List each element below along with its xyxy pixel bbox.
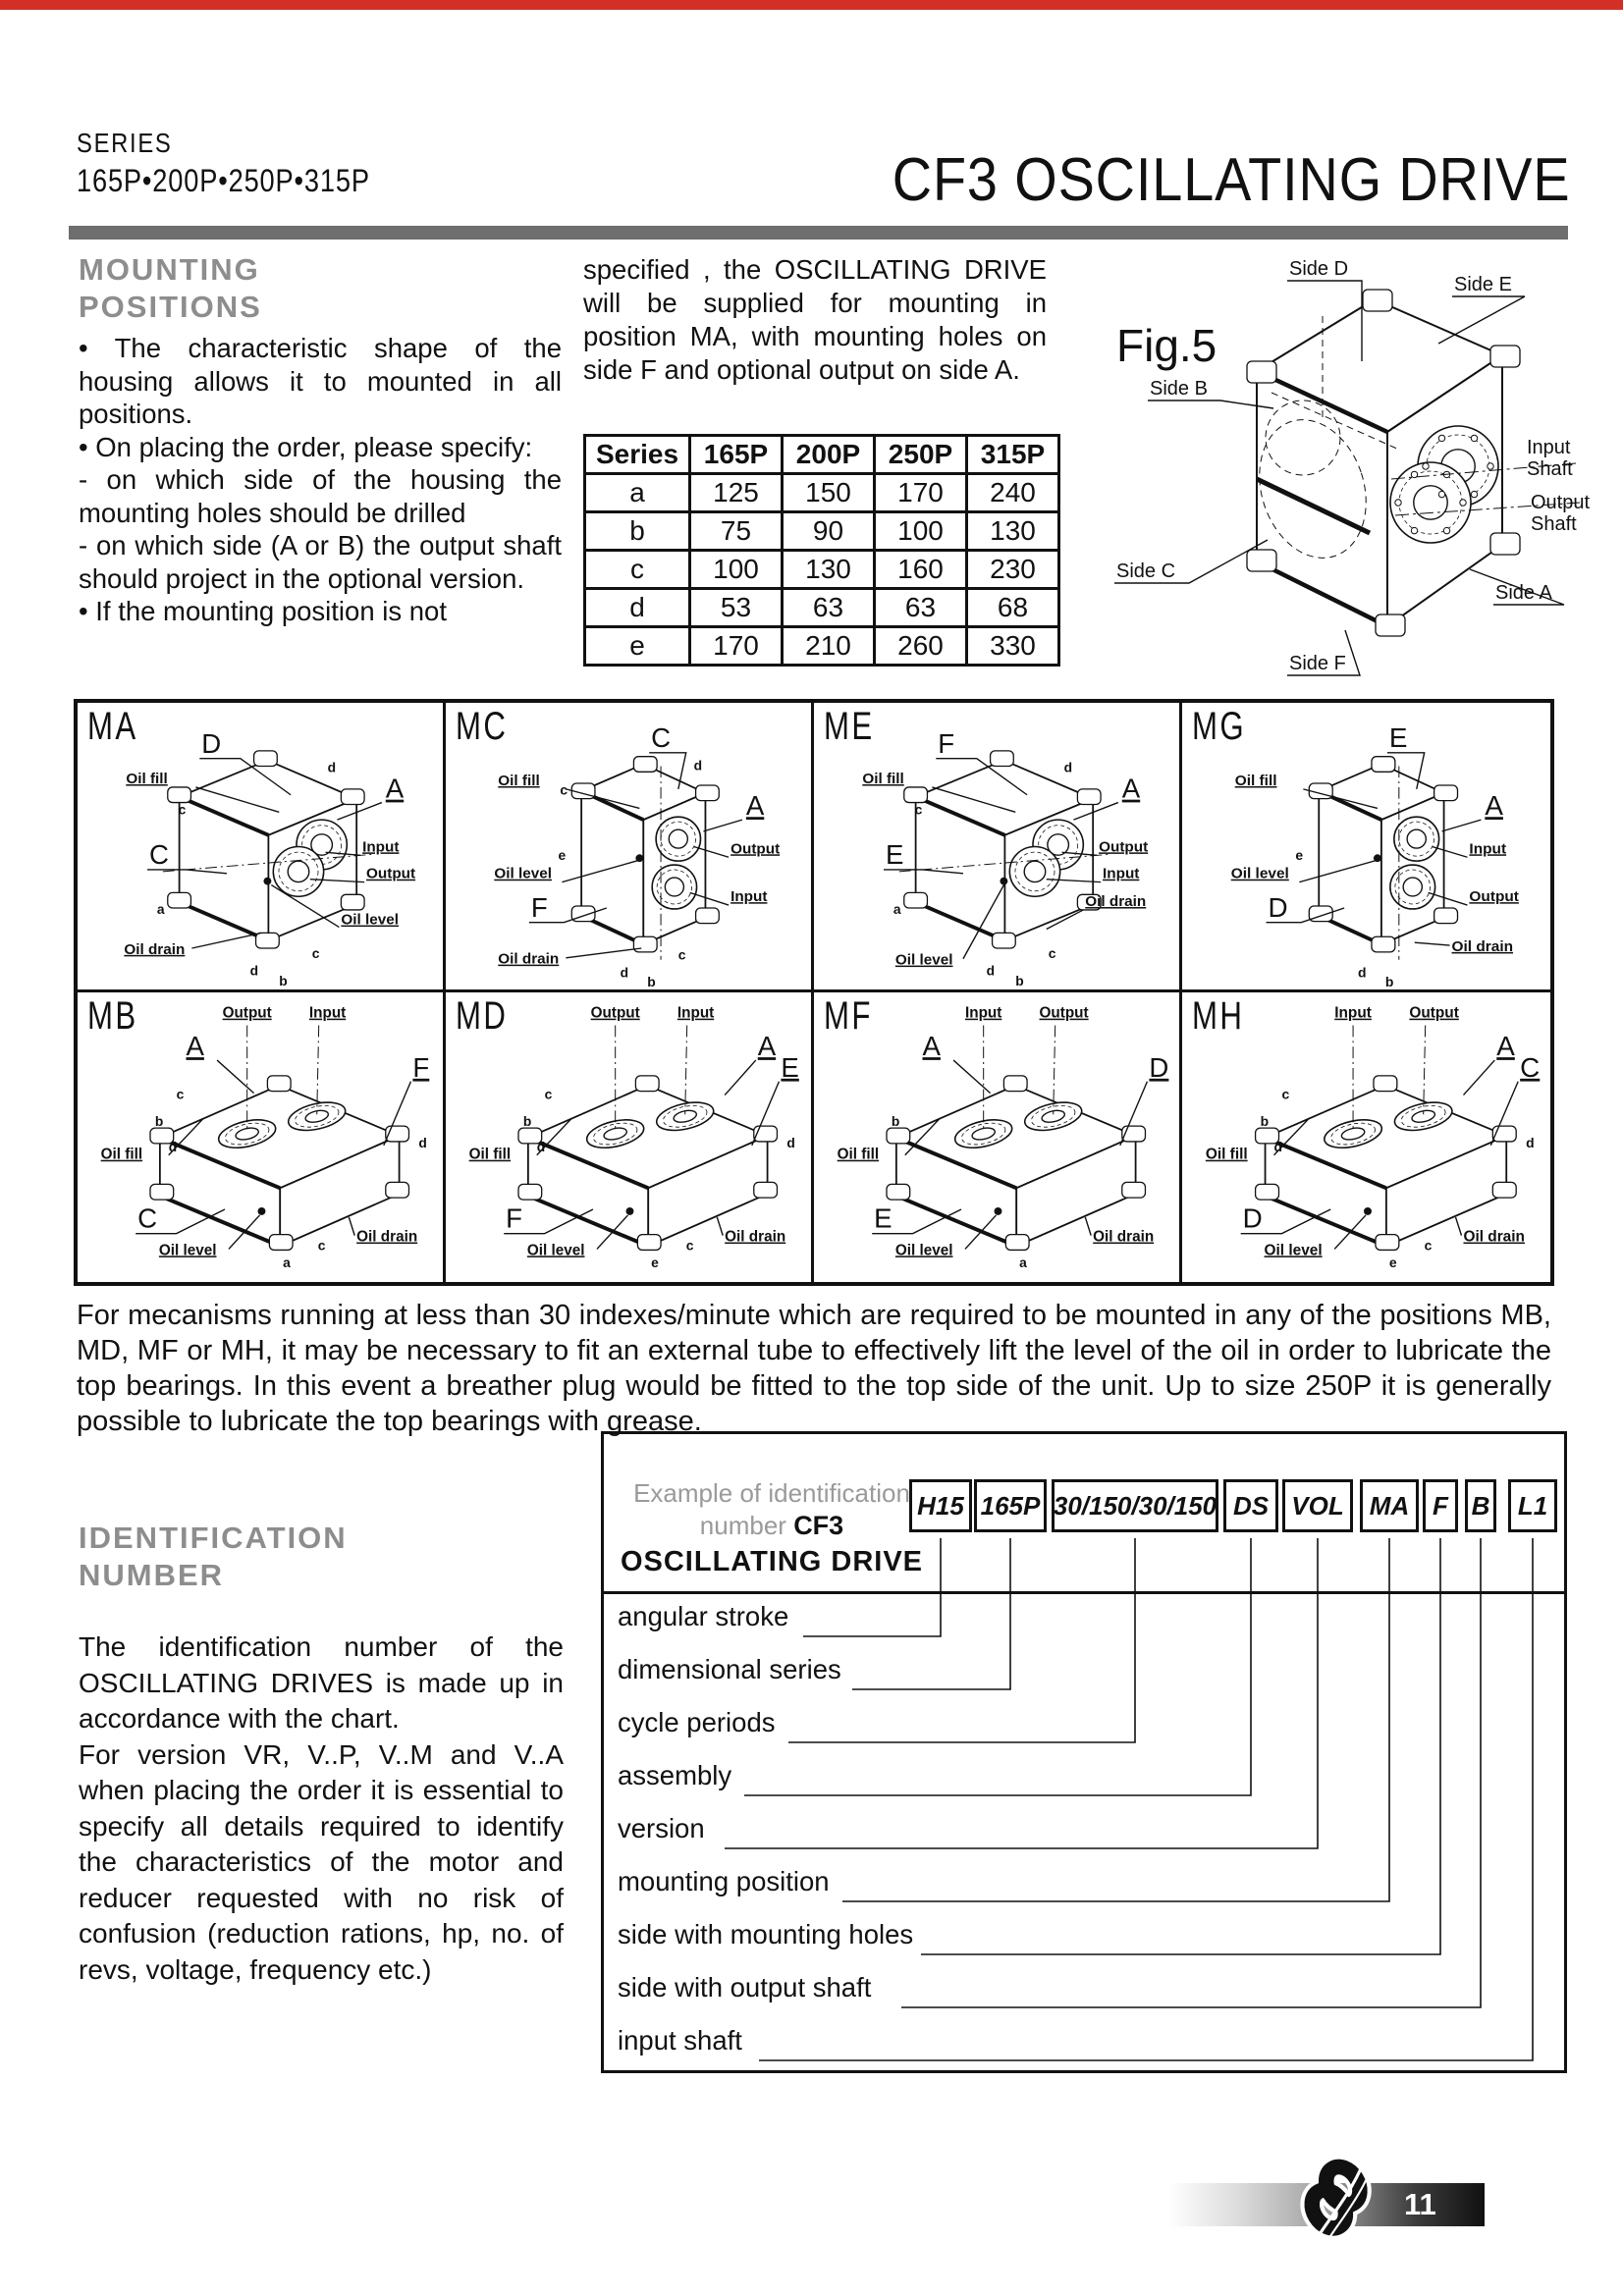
svg-text:Oil drain: Oil drain bbox=[356, 1228, 418, 1246]
table-row bbox=[585, 589, 1059, 627]
svg-text:Oil fill: Oil fill bbox=[1234, 773, 1277, 789]
bullet-item: • The characteristic shape of the housing allows it to mounted in all positions. bbox=[79, 333, 562, 429]
cell-value: 330 bbox=[967, 627, 1059, 666]
svg-text:Output: Output bbox=[1409, 1004, 1459, 1022]
col-header-315p: 315P bbox=[967, 436, 1059, 474]
code-box-output-shaft-side: B bbox=[1465, 1479, 1496, 1532]
field-mounting-holes-side: side with mounting holes bbox=[618, 1919, 914, 1949]
identification-body bbox=[79, 1629, 564, 1988]
svg-text:A: A bbox=[385, 773, 405, 804]
series-label-text: SERIES bbox=[77, 128, 173, 158]
series-models bbox=[77, 163, 422, 199]
mounting-position-cell-MC bbox=[446, 703, 814, 992]
svg-text:Oil fill: Oil fill bbox=[126, 771, 168, 788]
svg-text:F: F bbox=[530, 891, 548, 923]
svg-text:A: A bbox=[1121, 773, 1141, 804]
svg-text:Oil level: Oil level bbox=[341, 911, 400, 929]
svg-text:Input: Input bbox=[1334, 1004, 1372, 1022]
cell-title-MF: MF bbox=[824, 994, 873, 1038]
svg-text:Oil level: Oil level bbox=[894, 951, 953, 969]
svg-text:d: d bbox=[986, 963, 996, 979]
svg-text:Oil drain: Oil drain bbox=[1093, 1228, 1155, 1246]
example-label-block bbox=[610, 1477, 934, 1581]
svg-text:Output: Output bbox=[1469, 888, 1519, 906]
ident-heading-line1: IDENTIFICATION bbox=[79, 1521, 348, 1555]
svg-text:a: a bbox=[283, 1255, 291, 1271]
svg-text:Input: Input bbox=[1527, 437, 1571, 458]
cell-value: 170 bbox=[875, 474, 967, 512]
svg-text:Side F: Side F bbox=[1289, 653, 1346, 674]
svg-text:c: c bbox=[677, 947, 686, 963]
brand-logo-icon bbox=[1276, 2150, 1398, 2246]
svg-text:Shaft: Shaft bbox=[1531, 513, 1577, 535]
cell-value: 90 bbox=[783, 512, 875, 551]
field-assembly: assembly bbox=[618, 1760, 732, 1790]
svg-text:d: d bbox=[1358, 965, 1367, 981]
svg-text:C: C bbox=[137, 1202, 158, 1234]
svg-text:d: d bbox=[327, 760, 337, 775]
svg-text:a: a bbox=[1019, 1255, 1027, 1271]
svg-text:Shaft: Shaft bbox=[1527, 458, 1573, 480]
svg-text:A: A bbox=[1496, 1031, 1515, 1062]
cell-value: 240 bbox=[967, 474, 1059, 512]
col-header-165p: 165P bbox=[690, 436, 783, 474]
svg-text:d: d bbox=[418, 1134, 427, 1150]
cell-value: 63 bbox=[783, 589, 875, 627]
bullet-item: - on which side of the housing the mounting holes should be drilled bbox=[79, 464, 562, 528]
cell-title-MC: MC bbox=[456, 705, 509, 748]
svg-text:Input: Input bbox=[965, 1004, 1002, 1022]
svg-text:Oil level: Oil level bbox=[158, 1242, 217, 1259]
svg-text:Side D: Side D bbox=[1289, 258, 1349, 280]
cell-value: 130 bbox=[967, 512, 1059, 551]
field-input-shaft: input shaft bbox=[618, 2025, 742, 2056]
svg-text:d: d bbox=[693, 758, 703, 774]
col-header-200p: 200P bbox=[783, 436, 875, 474]
cell-value: 100 bbox=[875, 512, 967, 551]
row-label: b bbox=[585, 512, 690, 551]
cell-title-MA: MA bbox=[87, 705, 138, 748]
mounting-position-cell-MH bbox=[1182, 992, 1550, 1282]
fig5-svg bbox=[1065, 245, 1620, 692]
svg-text:d: d bbox=[620, 965, 629, 981]
cell-value: 100 bbox=[690, 551, 783, 589]
field-angular-stroke: angular stroke bbox=[618, 1601, 789, 1631]
svg-text:c: c bbox=[560, 782, 568, 798]
cell-value: 150 bbox=[783, 474, 875, 512]
svg-text:Input: Input bbox=[676, 1004, 715, 1022]
svg-text:c: c bbox=[1281, 1086, 1290, 1102]
svg-text:b: b bbox=[154, 1113, 164, 1130]
table-row bbox=[585, 551, 1059, 589]
cell-value: 53 bbox=[690, 589, 783, 627]
svg-text:c: c bbox=[178, 802, 187, 818]
svg-text:E: E bbox=[781, 1051, 799, 1083]
mounting-positions-grid bbox=[74, 699, 1554, 1286]
fig5-housing-drawing bbox=[1065, 245, 1620, 692]
svg-text:d: d bbox=[249, 963, 259, 979]
example-line2 bbox=[610, 1510, 934, 1542]
svg-text:C: C bbox=[1520, 1051, 1541, 1083]
svg-text:a: a bbox=[893, 901, 901, 917]
svg-text:e: e bbox=[651, 1255, 659, 1271]
svg-text:Oil fill: Oil fill bbox=[837, 1146, 880, 1163]
example-number-word: number bbox=[699, 1511, 786, 1540]
mounting-position-cell-MB bbox=[78, 992, 446, 1282]
cell-value: 63 bbox=[875, 589, 967, 627]
cell-title-ME: ME bbox=[824, 705, 875, 748]
table-header-row bbox=[585, 436, 1059, 474]
svg-text:d: d bbox=[1063, 760, 1073, 775]
mounting-bullet-list bbox=[79, 332, 562, 628]
svg-text:D: D bbox=[1242, 1202, 1263, 1234]
cell-value: 160 bbox=[875, 551, 967, 589]
series-models-text: 165P•200P•250P•315P bbox=[77, 163, 370, 198]
svg-text:c: c bbox=[914, 802, 923, 818]
ident-paragraph-2: For version VR, V..P, V..M and V..A when placing the order it is essential to specify all details required to identify the characteristics of the motor and reducer requested with no risk of confusion (reduction rations, hp, no. of revs, voltage, frequency etc.) bbox=[79, 1738, 564, 1985]
svg-text:Output: Output bbox=[222, 1004, 272, 1022]
row-label: c bbox=[585, 551, 690, 589]
page-number: 11 bbox=[1404, 2187, 1436, 2221]
svg-text:A: A bbox=[1485, 790, 1503, 822]
bullet-item: - on which side (A or B) the output shaft should project in the optional version. bbox=[79, 530, 562, 594]
svg-text:Oil drain: Oil drain bbox=[1451, 938, 1514, 955]
svg-text:Oil level: Oil level bbox=[1264, 1242, 1323, 1259]
chart-separator-rule bbox=[604, 1591, 1564, 1594]
svg-text:Output: Output bbox=[1039, 1004, 1089, 1022]
svg-text:Fig.5: Fig.5 bbox=[1116, 320, 1217, 371]
svg-text:A: A bbox=[745, 790, 765, 822]
svg-text:Oil level: Oil level bbox=[894, 1242, 953, 1259]
lubrication-note: For mecanisms running at less than 30 indexes/minute which are required to be mounted in any of the positions MB, MD, MF or MH, it may be necessary to fit an external tube to effectively lift the level of the oil in order to lubricate the top bearings. In this event a breather plug would be fitted to the top side of the unit. Up to size 250P it is generally possible to lubricate the top bearings with grease. bbox=[77, 1300, 1551, 1437]
cell-value: 68 bbox=[967, 589, 1059, 627]
cell-title-MD: MD bbox=[456, 994, 509, 1038]
svg-text:Input: Input bbox=[362, 838, 400, 856]
svg-text:Input: Input bbox=[308, 1004, 347, 1022]
bullet-item: • If the mounting position is not bbox=[79, 596, 447, 626]
mounting-heading-line1: MOUNTING bbox=[79, 252, 260, 287]
svg-text:b: b bbox=[279, 974, 288, 989]
svg-text:c: c bbox=[685, 1237, 694, 1254]
field-version: version bbox=[618, 1813, 705, 1843]
svg-text:b: b bbox=[522, 1113, 532, 1130]
example-line1: Example of identification bbox=[633, 1478, 910, 1508]
svg-text:d: d bbox=[536, 1138, 546, 1154]
svg-text:A: A bbox=[922, 1031, 941, 1062]
svg-text:c: c bbox=[176, 1086, 185, 1102]
svg-text:d: d bbox=[786, 1134, 795, 1150]
cell-value: 170 bbox=[690, 627, 783, 666]
row-label: e bbox=[585, 627, 690, 666]
svg-text:Oil drain: Oil drain bbox=[498, 950, 560, 968]
svg-text:Output: Output bbox=[366, 865, 416, 882]
svg-text:c: c bbox=[317, 1237, 326, 1254]
example-line3: OSCILLATING DRIVE bbox=[620, 1546, 924, 1577]
svg-text:Output: Output bbox=[1099, 838, 1149, 856]
mounting-position-cell-MG bbox=[1182, 703, 1550, 992]
series-label bbox=[77, 128, 189, 159]
svg-text:e: e bbox=[1295, 848, 1304, 864]
svg-text:Input: Input bbox=[1103, 865, 1140, 882]
cell-value: 125 bbox=[690, 474, 783, 512]
ident-paragraph-1: The identification number of the OSCILLATING DRIVES is made up in accordance with the chart. bbox=[79, 1631, 564, 1734]
svg-text:E: E bbox=[886, 839, 904, 871]
cell-value: 230 bbox=[967, 551, 1059, 589]
svg-text:D: D bbox=[201, 727, 222, 759]
svg-text:Oil fill: Oil fill bbox=[862, 771, 904, 788]
svg-text:Oil drain: Oil drain bbox=[124, 940, 186, 958]
svg-text:d: d bbox=[168, 1138, 178, 1154]
table-row bbox=[585, 627, 1059, 666]
code-box-cycle-periods: 30/150/30/150 bbox=[1052, 1479, 1218, 1532]
svg-text:b: b bbox=[1260, 1113, 1270, 1130]
svg-text:b: b bbox=[1384, 975, 1394, 989]
svg-text:e: e bbox=[1388, 1255, 1397, 1271]
svg-text:C: C bbox=[651, 722, 672, 753]
svg-text:Side C: Side C bbox=[1116, 561, 1176, 582]
svg-text:b: b bbox=[647, 975, 656, 989]
svg-text:Side B: Side B bbox=[1150, 378, 1208, 400]
code-box-mounting-holes-side: F bbox=[1423, 1479, 1458, 1532]
field-output-shaft-side: side with output shaft bbox=[618, 1972, 872, 2002]
svg-text:Side A: Side A bbox=[1495, 582, 1552, 604]
cell-value: 260 bbox=[875, 627, 967, 666]
svg-text:F: F bbox=[938, 727, 955, 759]
svg-text:A: A bbox=[757, 1031, 777, 1062]
svg-text:c: c bbox=[1424, 1237, 1433, 1254]
cell-title-MH: MH bbox=[1192, 994, 1245, 1038]
top-accent-bar bbox=[0, 0, 1623, 10]
svg-text:Side E: Side E bbox=[1454, 274, 1512, 295]
svg-text:Oil fill: Oil fill bbox=[468, 1146, 512, 1163]
row-label: a bbox=[585, 474, 690, 512]
svg-text:Oil drain: Oil drain bbox=[725, 1228, 786, 1246]
svg-text:Oil level: Oil level bbox=[526, 1242, 585, 1259]
svg-text:F: F bbox=[412, 1051, 430, 1083]
svg-text:E: E bbox=[874, 1202, 893, 1234]
svg-text:Output: Output bbox=[730, 840, 781, 858]
svg-text:Input: Input bbox=[730, 888, 768, 906]
svg-text:A: A bbox=[186, 1031, 204, 1062]
dimension-table bbox=[583, 434, 1060, 667]
example-code-cf3: CF3 bbox=[793, 1511, 844, 1540]
svg-text:F: F bbox=[506, 1202, 523, 1234]
col-header-series: Series bbox=[585, 436, 690, 474]
ident-heading-line2: NUMBER bbox=[79, 1558, 225, 1592]
page-title: CF3 OSCILLATING DRIVE bbox=[892, 146, 1570, 214]
code-box-input-shaft: L1 bbox=[1508, 1479, 1557, 1532]
code-box-dimensional-series: 165P bbox=[974, 1479, 1047, 1532]
svg-text:Oil fill: Oil fill bbox=[1205, 1146, 1248, 1163]
field-dimensional-series: dimensional series bbox=[618, 1654, 841, 1684]
table-row bbox=[585, 512, 1059, 551]
svg-text:Input: Input bbox=[1469, 840, 1507, 858]
mounting-position-cell-MA bbox=[78, 703, 446, 992]
cell-value: 130 bbox=[783, 551, 875, 589]
code-box-version: VOL bbox=[1282, 1479, 1353, 1532]
svg-text:C: C bbox=[149, 839, 169, 871]
svg-text:E: E bbox=[1388, 722, 1408, 753]
svg-text:D: D bbox=[1149, 1051, 1169, 1083]
svg-text:Output: Output bbox=[1531, 492, 1591, 513]
header-rule bbox=[69, 226, 1568, 240]
field-mounting-position: mounting position bbox=[618, 1866, 830, 1896]
mounting-continuation-paragraph: specified , the OSCILLATING DRIVE will be supplied for mounting in position MA, with mounting holes on side F and optional output on side A. bbox=[583, 254, 1047, 385]
svg-text:Oil fill: Oil fill bbox=[100, 1146, 143, 1163]
svg-text:Oil drain: Oil drain bbox=[1463, 1228, 1525, 1246]
cell-value: 210 bbox=[783, 627, 875, 666]
svg-text:a: a bbox=[156, 901, 165, 917]
svg-text:c: c bbox=[311, 945, 320, 961]
code-box-assembly: DS bbox=[1223, 1479, 1278, 1532]
svg-text:Oil level: Oil level bbox=[494, 865, 552, 882]
row-label: d bbox=[585, 589, 690, 627]
cell-title-MB: MB bbox=[87, 994, 138, 1038]
svg-text:Oil fill: Oil fill bbox=[498, 773, 540, 789]
table-row bbox=[585, 474, 1059, 512]
mounting-position-cell-MD bbox=[446, 992, 814, 1282]
svg-text:b: b bbox=[891, 1113, 900, 1130]
mounting-positions-heading bbox=[79, 251, 262, 326]
mounting-heading-line2: POSITIONS bbox=[79, 290, 262, 324]
mounting-position-cell-ME bbox=[814, 703, 1182, 992]
col-header-250p: 250P bbox=[875, 436, 967, 474]
svg-text:Oil drain: Oil drain bbox=[1085, 893, 1147, 911]
code-box-angular-stroke: H15 bbox=[909, 1479, 972, 1532]
svg-text:c: c bbox=[1048, 945, 1056, 961]
code-box-mounting-position: MA bbox=[1360, 1479, 1419, 1532]
svg-text:D: D bbox=[1268, 892, 1288, 923]
identification-chart bbox=[601, 1431, 1567, 2073]
cell-value: 75 bbox=[690, 512, 783, 551]
mounting-position-cell-MF bbox=[814, 992, 1182, 1282]
svg-text:e: e bbox=[558, 848, 567, 864]
svg-text:Oil level: Oil level bbox=[1230, 865, 1289, 882]
svg-text:d: d bbox=[1526, 1134, 1535, 1150]
bullet-item: • On placing the order, please specify: bbox=[79, 431, 533, 462]
svg-text:Output: Output bbox=[590, 1004, 640, 1022]
field-cycle-periods: cycle periods bbox=[618, 1707, 776, 1737]
svg-text:b: b bbox=[1015, 974, 1024, 989]
identification-number-heading bbox=[79, 1520, 348, 1594]
cell-title-MG: MG bbox=[1192, 705, 1246, 748]
svg-text:d: d bbox=[1273, 1138, 1283, 1154]
svg-text:c: c bbox=[544, 1086, 553, 1102]
